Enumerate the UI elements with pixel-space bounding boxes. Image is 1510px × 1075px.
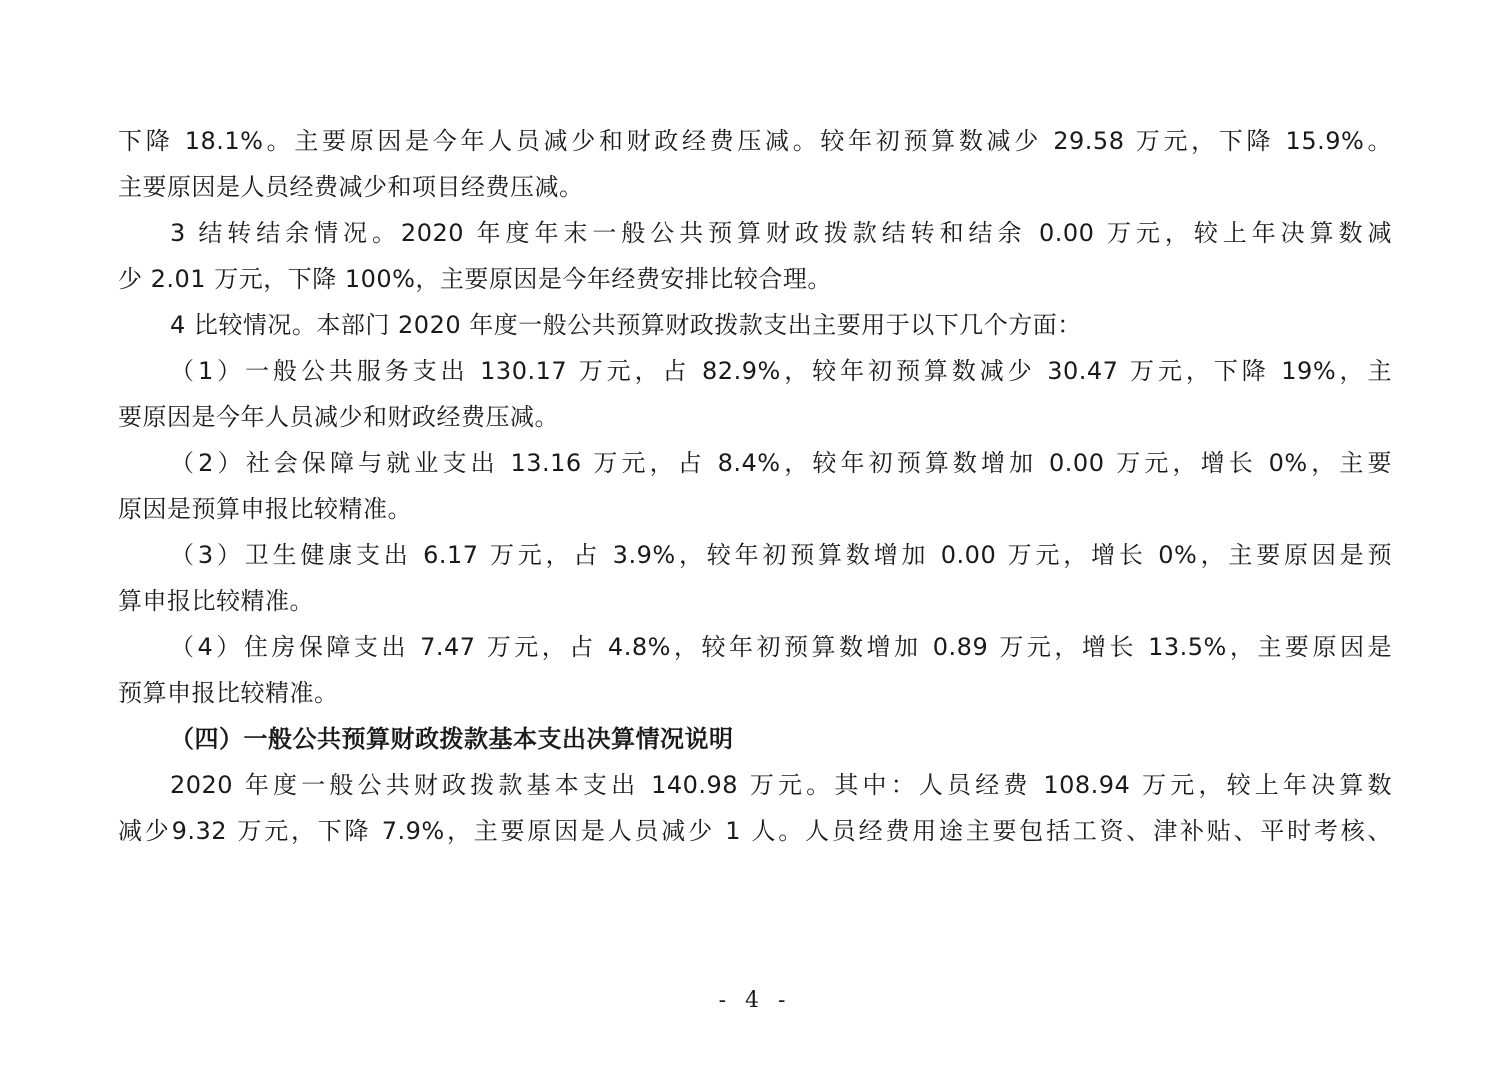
text-line: 下降 18.1%。主要原因是今年人员减少和财政经费压减。较年初预算数减少 29.58 万元，下降 15.9%。 — [118, 127, 1392, 155]
paragraph-item-3: （3）卫生健康支出 6.17 万元，占 3.9%，较年初预算数增加 0.00 万元，增长 0%，主要原因是预 — [170, 541, 1392, 569]
paragraph-item-1: （1）一般公共服务支出 130.17 万元，占 82.9%，较年初预算数减少 30.47 万元，下降 19%，主 — [170, 357, 1392, 385]
text-line: 算申报比较精准。 — [118, 587, 314, 615]
text-line: 少 2.01 万元，下降 100%，主要原因是今年经费安排比较合理。 — [118, 265, 832, 293]
document-body — [118, 118, 1392, 854]
paragraph-item-4: （4）住房保障支出 7.47 万元，占 4.8%，较年初预算数增加 0.89 万元，增长 13.5%，主要原因是 — [170, 633, 1392, 661]
text-line: 原因是预算申报比较精准。 — [118, 495, 412, 523]
text-line: 减少9.32 万元，下降 7.9%，主要原因是人员减少 1 人。人员经费用途主要包括工资、津补贴、平时考核、 — [118, 817, 1392, 845]
text-line: 预算申报比较精准。 — [118, 679, 339, 707]
paragraph-item-2: （2）社会保障与就业支出 13.16 万元，占 8.4%，较年初预算数增加 0.00 万元，增长 0%，主要 — [170, 449, 1392, 477]
section-heading: （四）一般公共预算财政拨款基本支出决算情况说明 — [170, 724, 734, 753]
paragraph-comparison: 4 比较情况。本部门 2020 年度一般公共预算财政拨款支出主要用于以下几个方面： — [170, 311, 1082, 339]
paragraph-basic-expenditure: 2020 年度一般公共财政拨款基本支出 140.98 万元。其中：人员经费 108.94 万元，较上年决算数 — [170, 771, 1392, 799]
page-number: - 4 - — [718, 988, 792, 1013]
text-line: 主要原因是人员经费减少和项目经费压减。 — [118, 173, 584, 201]
paragraph-carryover-balance: 3 结转结余情况。2020 年度年末一般公共预算财政拨款结转和结余 0.00 万元，较上年决算数减 — [170, 219, 1392, 247]
text-line: 要原因是今年人员减少和财政经费压减。 — [118, 403, 559, 431]
